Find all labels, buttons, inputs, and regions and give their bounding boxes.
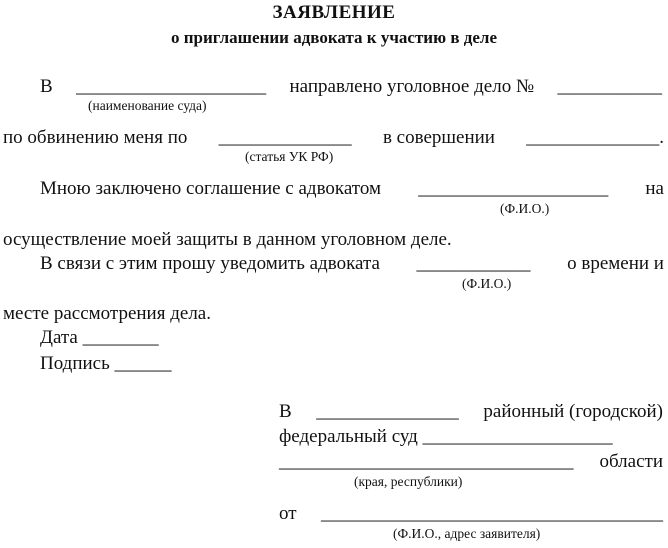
- blank-region: _______________________________: [279, 451, 574, 472]
- caption-applicant: (Ф.И.О., адрес заявителя): [393, 526, 541, 541]
- blank-case-number: ___________: [557, 76, 662, 97]
- caption-court-name: (наименование суда): [88, 98, 207, 113]
- address-text-v: В: [279, 401, 292, 422]
- blank-article: ______________: [218, 127, 352, 148]
- text-agreement: Мною заключено соглашение с адвокатом: [40, 178, 382, 199]
- address-line-region: [279, 451, 663, 473]
- blank-lawyer-name: ____________________: [418, 178, 609, 199]
- caption-article: (статья УК РФ): [245, 149, 334, 164]
- address-text-region: области: [599, 451, 663, 472]
- blank-applicant: ____________________________________: [321, 503, 663, 524]
- text-committing: в совершении: [382, 127, 495, 148]
- text-case-directed: направлено уголовное дело №: [289, 76, 535, 97]
- address-line-from: [279, 503, 663, 525]
- text-na: на: [645, 178, 664, 199]
- address-line-federal-court: федеральный суд ____________________: [279, 426, 613, 447]
- blank-lawyer-name-2: ____________: [416, 253, 531, 274]
- document-title: ЗАЯВЛЕНИЕ: [272, 2, 396, 23]
- caption-lawyer-fio-2: (Ф.И.О.): [462, 276, 512, 291]
- body-line-accusation: [3, 127, 664, 149]
- blank-court-name: ____________________: [76, 76, 267, 97]
- caption-region: (края, республики): [354, 474, 463, 489]
- blank-offense: ______________.: [526, 127, 664, 148]
- signature-line: Подпись ______: [40, 353, 172, 374]
- body-line-notify: [40, 253, 664, 275]
- date-line: Дата ________: [40, 327, 159, 348]
- blank-district-court: _______________: [316, 401, 459, 422]
- text-notify: В связи с этим прошу уведомить адвоката: [40, 253, 380, 274]
- body-line-court: [40, 76, 662, 98]
- address-text-district: районный (городской): [483, 401, 663, 422]
- caption-lawyer-fio: (Ф.И.О.): [500, 201, 550, 216]
- text-time: о времени и: [567, 253, 664, 274]
- document-subtitle: о приглашении адвоката к участию в деле: [170, 28, 497, 47]
- text-accusation: по обвинению меня по: [3, 127, 188, 148]
- body-line-defense: осуществление моей защиты в данном уголовном деле.: [3, 229, 452, 250]
- body-line-agreement: [40, 178, 664, 200]
- address-line-court: [279, 401, 663, 423]
- body-line-place: месте рассмотрения дела.: [3, 303, 211, 324]
- address-text-from: от: [279, 503, 297, 524]
- text-v: В: [40, 76, 53, 97]
